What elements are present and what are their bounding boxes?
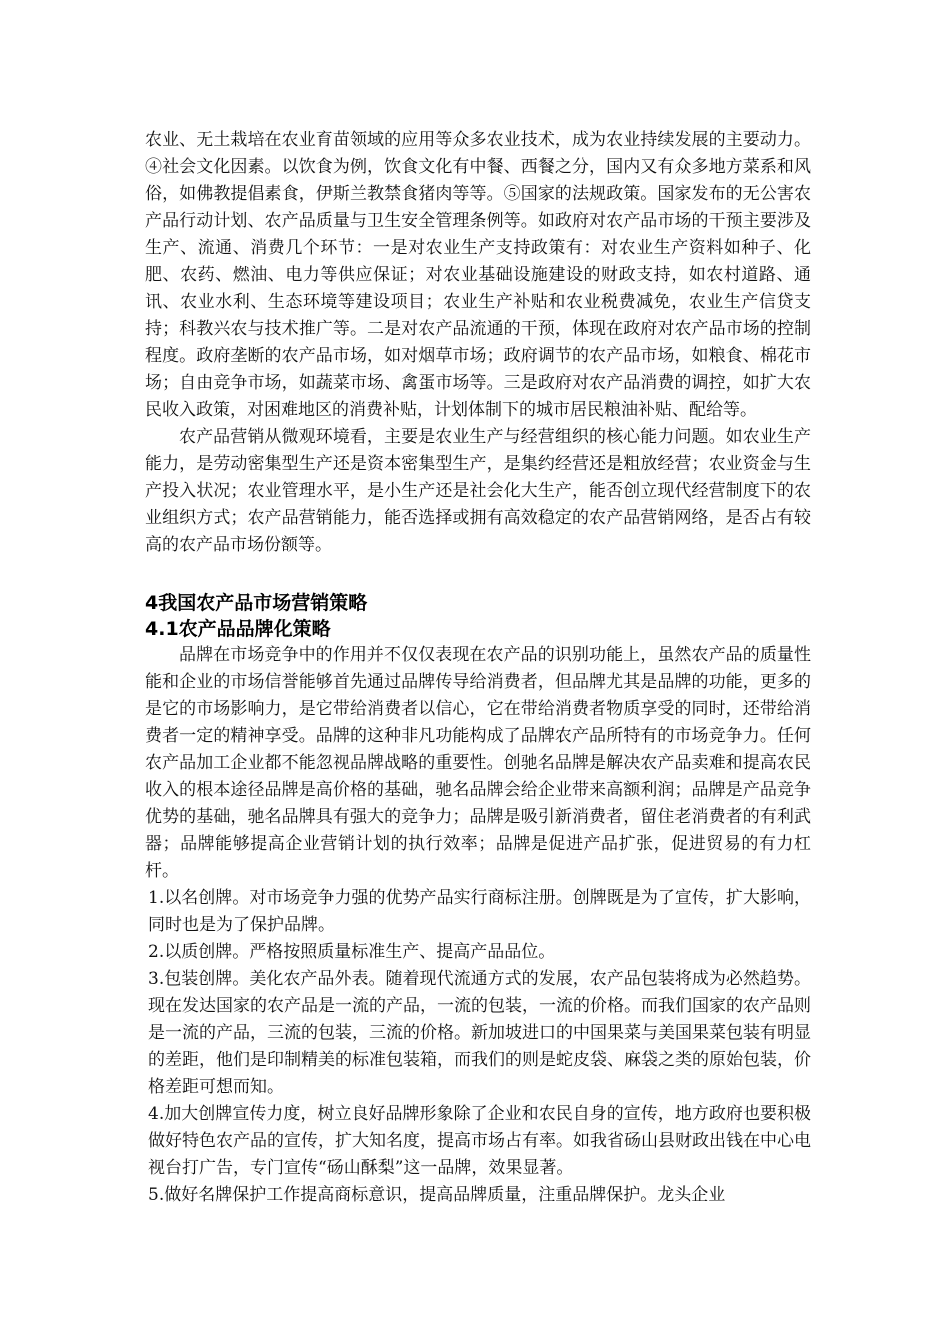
list-item: 2.以质创牌。严格按照质量标准生产、提高产品品位。 bbox=[148, 942, 556, 962]
document-body bbox=[145, 127, 811, 1209]
subsection-heading: 4.1农产品品牌化策略 bbox=[145, 618, 331, 640]
paragraph-branding: 品牌在市场竞争中的作用并不仅仅表现在农产品的识别功能上，虽然农产品的质量性能和企业的市场信誉能够首先通过品牌传导给消费者，但品牌尤其是品牌的功能，更多的是它的市场影响力，是它带给消费者以信心，它在带给消费者物质享受的同时，还带给消费者一定的精神享受。品牌的这种非凡功能构成了品牌农产品所特有的市场竞争力。任何农产品加工企业都不能忽视品牌战略的重要性。创驰名品牌是解决农产品卖难和提高农民收入的根本途径品牌是高价格的基础，驰名品牌会给企业带来高额利润；品牌是产品竞争优势的基础，驰名品牌具有强大的竞争力；品牌是吸引新消费者，留住老消费者的有利武器；品牌能够提高企业营销计划的执行效率；品牌是促进产品扩张，促进贸易的有力杠杆。 bbox=[145, 645, 811, 881]
list-item: 3.包装创牌。美化农产品外表。随着现代流通方式的发展，农产品包装将成为必然趋势。现在发达国家的农产品是一流的产品，一流的包装，一流的价格。而我们国家的农产品则是一流的产品，三流的包装，三流的价格。新加坡进口的中国果菜与美国果菜包装有明显的差距，他们是印制精美的标准包装箱，而我们的则是蛇皮袋、麻袋之类的原始包装，价格差距可想而知。 bbox=[148, 969, 811, 1097]
paragraph-micro-environment: 农产品营销从微观环境看，主要是农业生产与经营组织的核心能力问题。如农业生产能力，是劳动密集型生产还是资本密集型生产，是集约经营还是粗放经营；农业资金与生产投入状况；农业管理水平，是小生产还是社会化大生产，能否创立现代经营制度下的农业组织方式；农产品营销能力，能否选择或拥有高效稳定的农产品营销网络，是否占有较高的农产品市场份额等。 bbox=[145, 427, 811, 555]
list-item: 5.做好名牌保护工作提高商标意识，提高品牌质量，注重品牌保护。龙头企业 bbox=[148, 1185, 726, 1205]
list-item: 1.以名创牌。对市场竞争力强的优势产品实行商标注册。创牌既是为了宣传，扩大影响，同时也是为了保护品牌。 bbox=[148, 888, 811, 935]
section-heading: 4我国农产品市场营销策略 bbox=[145, 592, 368, 614]
section-spacer bbox=[145, 559, 811, 586]
paragraph-macro-environment: 农业、无土栽培在农业育苗领域的应用等众多农业技术，成为农业持续发展的主要动力。④社会文化因素。以饮食为例，饮食文化有中餐、西餐之分，国内又有众多地方菜系和风俗，如佛教提倡素食，伊斯兰教禁食猪肉等等。⑤国家的法规政策。国家发布的无公害农产品行动计划、农产品质量与卫生安全管理条例等。如政府对农产品市场的干预主要涉及生产、流通、消费几个环节：一是对农业生产支持政策有：对农业生产资料如种子、化肥、农药、燃油、电力等供应保证；对农业基础设施建设的财政支持，如农村道路、通讯、农业水利、生态环境等建设项目；农业生产补贴和农业税费减免，农业生产信贷支持；科教兴农与技术推广等。二是对农产品流通的干预，体现在政府对农产品市场的控制程度。政府垄断的农产品市场，如对烟草市场；政府调节的农产品市场，如粮食、棉花市场；自由竞争市场，如蔬菜市场、禽蛋市场等。三是政府对农产品消费的调控，如扩大农民收入政策，对困难地区的消费补贴，计划体制下的城市居民粮油补贴、配给等。 bbox=[145, 130, 811, 420]
list-item: 4.加大创牌宣传力度，树立良好品牌形象除了企业和农民自身的宣传，地方政府也要积极做好特色农产品的宣传，扩大知名度，提高市场占有率。如我省砀山县财政出钱在中心电视台打广告，专门宣传“砀山酥梨”这一品牌，效果显著。 bbox=[148, 1104, 811, 1178]
